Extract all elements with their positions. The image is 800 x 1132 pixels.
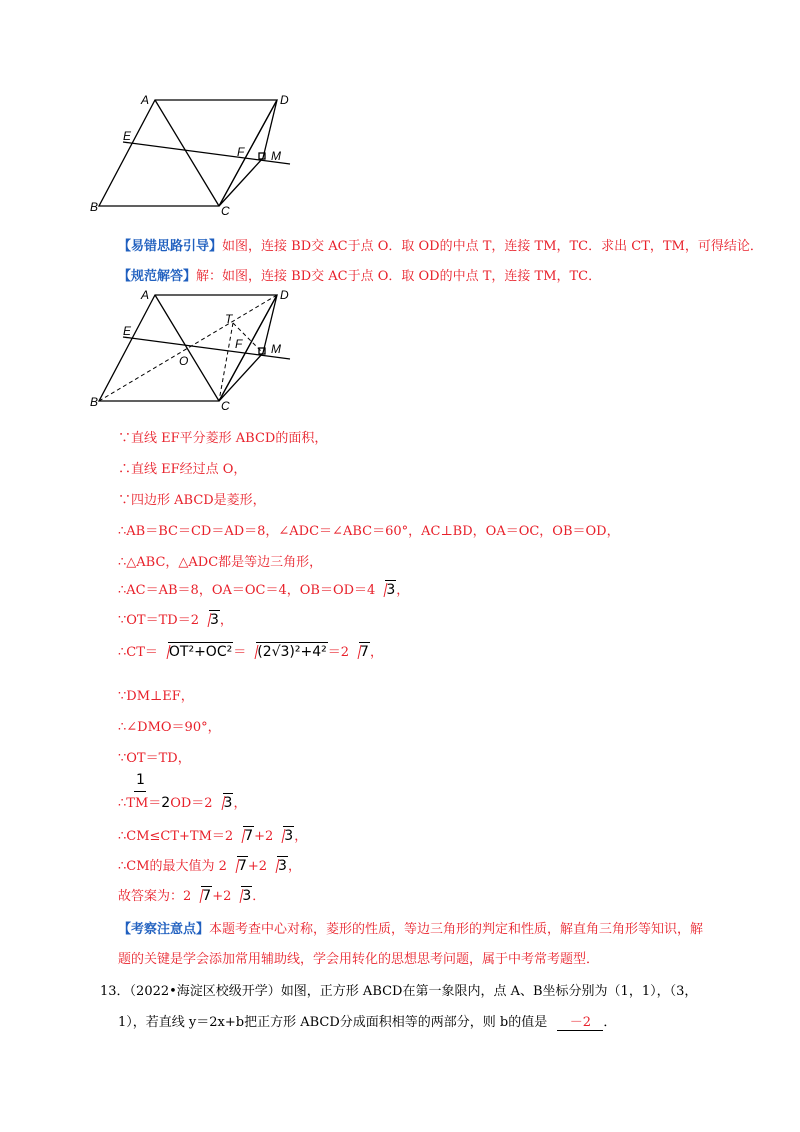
sqrt-7	[234, 826, 254, 846]
radicand: 7	[360, 644, 369, 660]
question-end: ．	[603, 1015, 617, 1030]
sqrt-ot-oc	[159, 642, 233, 662]
radicand: 7	[237, 858, 247, 874]
label-O: O	[179, 354, 189, 368]
step-12	[118, 793, 246, 813]
step-13-text: ∴CM≤CT+TM＝2	[118, 829, 234, 844]
step-8-text: ∴CT＝	[118, 645, 158, 660]
step-6-end: ，	[396, 583, 410, 598]
hint-line	[118, 235, 763, 254]
step-12-end: ，	[233, 796, 247, 811]
label-C: C	[221, 204, 230, 218]
label-B: B	[90, 200, 99, 214]
step-1: ∵直线 EF平分菱形 ABCD的面积，	[118, 431, 328, 446]
radicand: 3	[209, 612, 219, 628]
note-line-2: 题的关键是学会添加常用辅助线，学会用转化的思想思考问题，属于中考常考题型．	[118, 952, 600, 967]
step-14-text: ∴CM的最大值为 2	[118, 859, 227, 874]
hint-tag: 【易错思路引导】	[118, 239, 223, 254]
radicand: OT²+OC²	[168, 644, 233, 660]
plus-two: +2	[247, 859, 268, 874]
step-3: ∵四边形 ABCD是菱形，	[118, 493, 266, 508]
sqrt-7	[192, 886, 212, 906]
solution-line	[118, 265, 601, 284]
radicand: 3	[284, 828, 294, 844]
step-2: ∴直线 EF经过点 O，	[118, 462, 247, 477]
step-8-coef: ＝2	[327, 645, 350, 660]
step-7	[118, 610, 233, 630]
question-text-1: （2022•海淀区校级开学）如图，正方形 ABCD在第一象限内，点 A、B坐标分别为（1，1），（3，	[129, 984, 698, 999]
solution-text: 解：如图，连接 BD交 AC于点 O．取 OD的中点 T，连接 TM，TC．	[196, 269, 602, 284]
equals: ＝	[233, 645, 247, 660]
sqrt-3	[232, 886, 252, 906]
radicand: 3	[278, 858, 287, 874]
sqrt-3	[214, 793, 234, 813]
label-D: D	[280, 288, 289, 302]
label-F: F	[237, 145, 245, 159]
label-C: C	[221, 399, 230, 413]
answer-blank: －2	[557, 1011, 603, 1031]
hint-text: 如图，连接 BD交 AC于点 O．取 OD的中点 T，连接 TM，TC．求出 CT，TM，可得结论．	[222, 239, 763, 254]
fraction-denominator: 2	[161, 795, 171, 811]
label-M: M	[271, 342, 281, 356]
fraction-numerator: 1	[136, 772, 145, 788]
question-text-2: 1），若直线 y＝2x+b把正方形 ABCD分成面积相等的两部分，则 b的值是	[118, 1015, 548, 1030]
note-text-1: 本题考查中心对称，菱形的性质，等边三角形的判定和性质，解直角三角形等知识，解	[209, 922, 704, 937]
label-A: A	[141, 288, 150, 302]
plus-two: +2	[212, 889, 232, 904]
label-B: B	[90, 395, 99, 409]
step-10: ∴∠DMO＝90°，	[118, 720, 221, 735]
step-6-text: ∴AC＝AB＝8，OA＝OC＝4，OB＝OD＝4	[118, 583, 376, 598]
step-15-end: ．	[252, 889, 266, 904]
step-15-text: 故答案为：2	[118, 889, 192, 904]
step-14	[118, 856, 301, 876]
sqrt-3	[200, 610, 220, 630]
label-D: D	[280, 93, 289, 107]
step-8-end: ，	[369, 645, 383, 660]
label-M: M	[271, 149, 281, 163]
label-F: F	[235, 337, 243, 351]
question-13-line-2	[118, 1011, 616, 1031]
radicand: 7	[202, 888, 212, 904]
step-6	[118, 580, 409, 600]
sqrt-3	[268, 856, 288, 876]
step-15	[118, 886, 265, 906]
step-12-text-2: OD＝2	[170, 796, 213, 811]
radicand: 3	[223, 795, 233, 811]
sqrt-7	[228, 856, 248, 876]
sqrt-7	[350, 642, 370, 662]
step-4: ∴AB＝BC＝CD＝AD＝8，∠ADC＝∠ABC＝60°，AC⊥BD，OA＝OC，OB＝OD，	[118, 524, 620, 539]
note-line-1	[118, 918, 703, 937]
label-E: E	[123, 129, 132, 143]
step-9: ∵DM⊥EF，	[118, 689, 194, 704]
rhombus-figure-2	[85, 285, 305, 415]
sqrt-3	[274, 826, 294, 846]
step-13-end: ，	[294, 829, 308, 844]
label-T: T	[225, 312, 233, 326]
plus-two: +2	[254, 829, 274, 844]
fraction-bar	[134, 791, 146, 792]
step-11: ∵OT＝TD，	[118, 751, 191, 766]
sqrt-3	[376, 580, 396, 600]
step-5: ∴△ABC，△ADC都是等边三角形，	[118, 555, 323, 570]
question-13-line-1	[100, 980, 697, 999]
step-7-text: ∵OT＝TD＝2	[118, 613, 199, 628]
label-E: E	[123, 324, 132, 338]
question-number: 13．	[100, 984, 130, 999]
step-8	[118, 642, 383, 662]
note-tag: 【考察注意点】	[118, 922, 210, 937]
sqrt-expr	[247, 642, 328, 662]
radicand: (2√3)²+4²	[257, 644, 327, 660]
step-7-end: ，	[219, 613, 233, 628]
step-12-text: ∴TM＝	[118, 796, 162, 811]
label-A: A	[141, 93, 150, 107]
radicand: 7	[244, 828, 254, 844]
step-13	[118, 826, 307, 846]
radicand: 3	[386, 582, 396, 598]
solution-tag: 【规范解答】	[118, 269, 197, 284]
rhombus-figure-1	[85, 90, 305, 220]
radicand: 3	[242, 888, 252, 904]
step-14-end: ，	[287, 859, 301, 874]
